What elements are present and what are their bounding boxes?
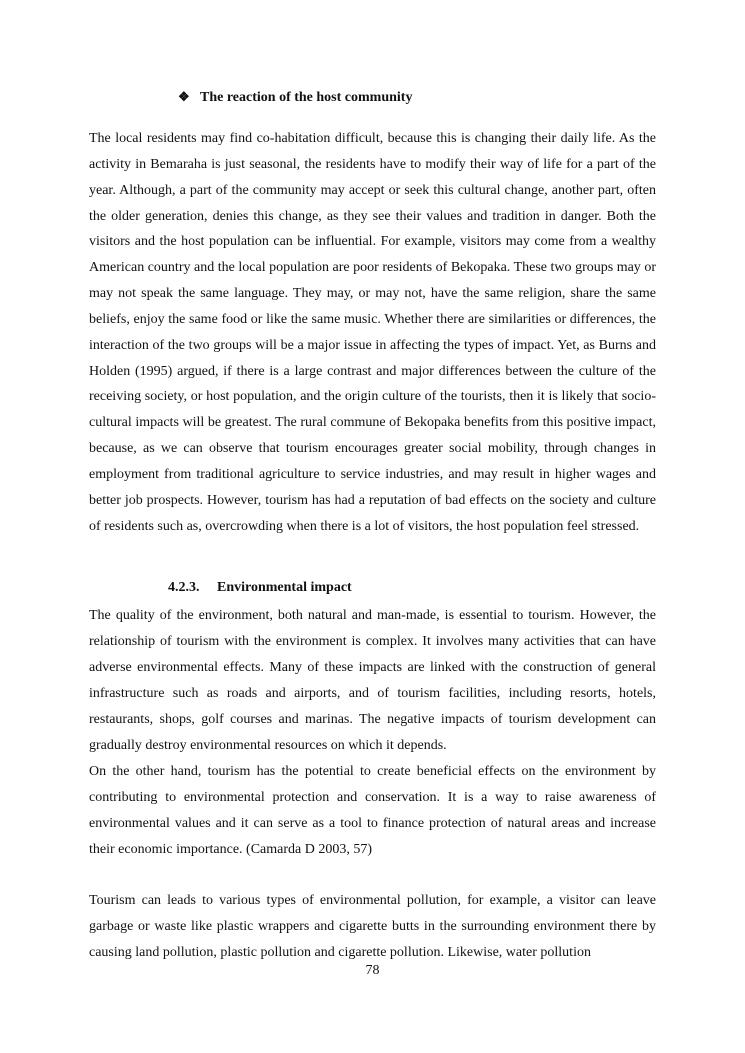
diamond-bullet-icon: ❖ xyxy=(178,89,190,104)
section-title: Environmental impact xyxy=(217,580,352,595)
section-heading-host-community xyxy=(178,88,412,107)
section-heading-environmental-impact xyxy=(168,579,352,597)
paragraph-beneficial-effects: On the other hand, tourism has the potential to create beneficial effects on the environment by contributing to environmental protection and conservation. It is a way to raise awareness of environmental values and it can serve as a tool to finance protection of natural areas and increase their economic importance. (Camarda D 2003, 57) xyxy=(89,764,656,857)
page-number: 78 xyxy=(365,963,380,978)
section-title: The reaction of the host community xyxy=(200,90,413,105)
paragraph-pollution: Tourism can leads to various types of environmental pollution, for example, a visitor can leave garbage or waste like plastic wrappers and cigarette butts in the surrounding environment there by causing land pollution, plastic pollution and cigarette pollution. Likewise, water pollution xyxy=(89,893,656,960)
section-number: 4.2.3. xyxy=(168,580,200,595)
paragraph-host-community: The local residents may find co-habitation difficult, because this is changing their daily life. As the activity in Bemaraha is just seasonal, the residents have to modify their way of life for a part of the year. Although, a part of the community may accept or seek this cultural change, another part, often the older generation, denies this change, as they see their values and tradition in danger. Both the visitors and the host population can be influential. For example, visitors may come from a wealthy American country and the local population are poor residents of Bekopaka. These two groups may or may not speak the same language. They may, or may not, have the same religion, share the same beliefs, enjoy the same food or like the same music. Whether there are similarities or differences, the interaction of the two groups will be a major issue in affecting the types of impact. Yet, as Burns and Holden (1995) argued, if there is a large contrast and major differences between the culture of the receiving society, or host population, and the origin culture of the tourists, then it is likely that socio-cultural impacts will be greatest. The rural commune of Bekopaka benefits from this positive impact, because, as we can observe that tourism encourages greater social mobility, through changes in employment from traditional agriculture to service industries, and may result in higher wages and better job prospects. However, tourism has had a reputation of bad effects on the society and culture of residents such as, overcrowding when there is a lot of visitors, the host population feel stressed. xyxy=(89,131,656,534)
paragraph-environment-quality: The quality of the environment, both natural and man-made, is essential to tourism. However, the relationship of tourism with the environment is complex. It involves many activities that can have adverse environmental effects. Many of these impacts are linked with the construction of general infrastructure such as roads and airports, and of tourism facilities, including resorts, hotels, restaurants, shops, golf courses and marinas. The negative impacts of tourism development can gradually destroy environmental resources on which it depends. xyxy=(89,608,656,753)
